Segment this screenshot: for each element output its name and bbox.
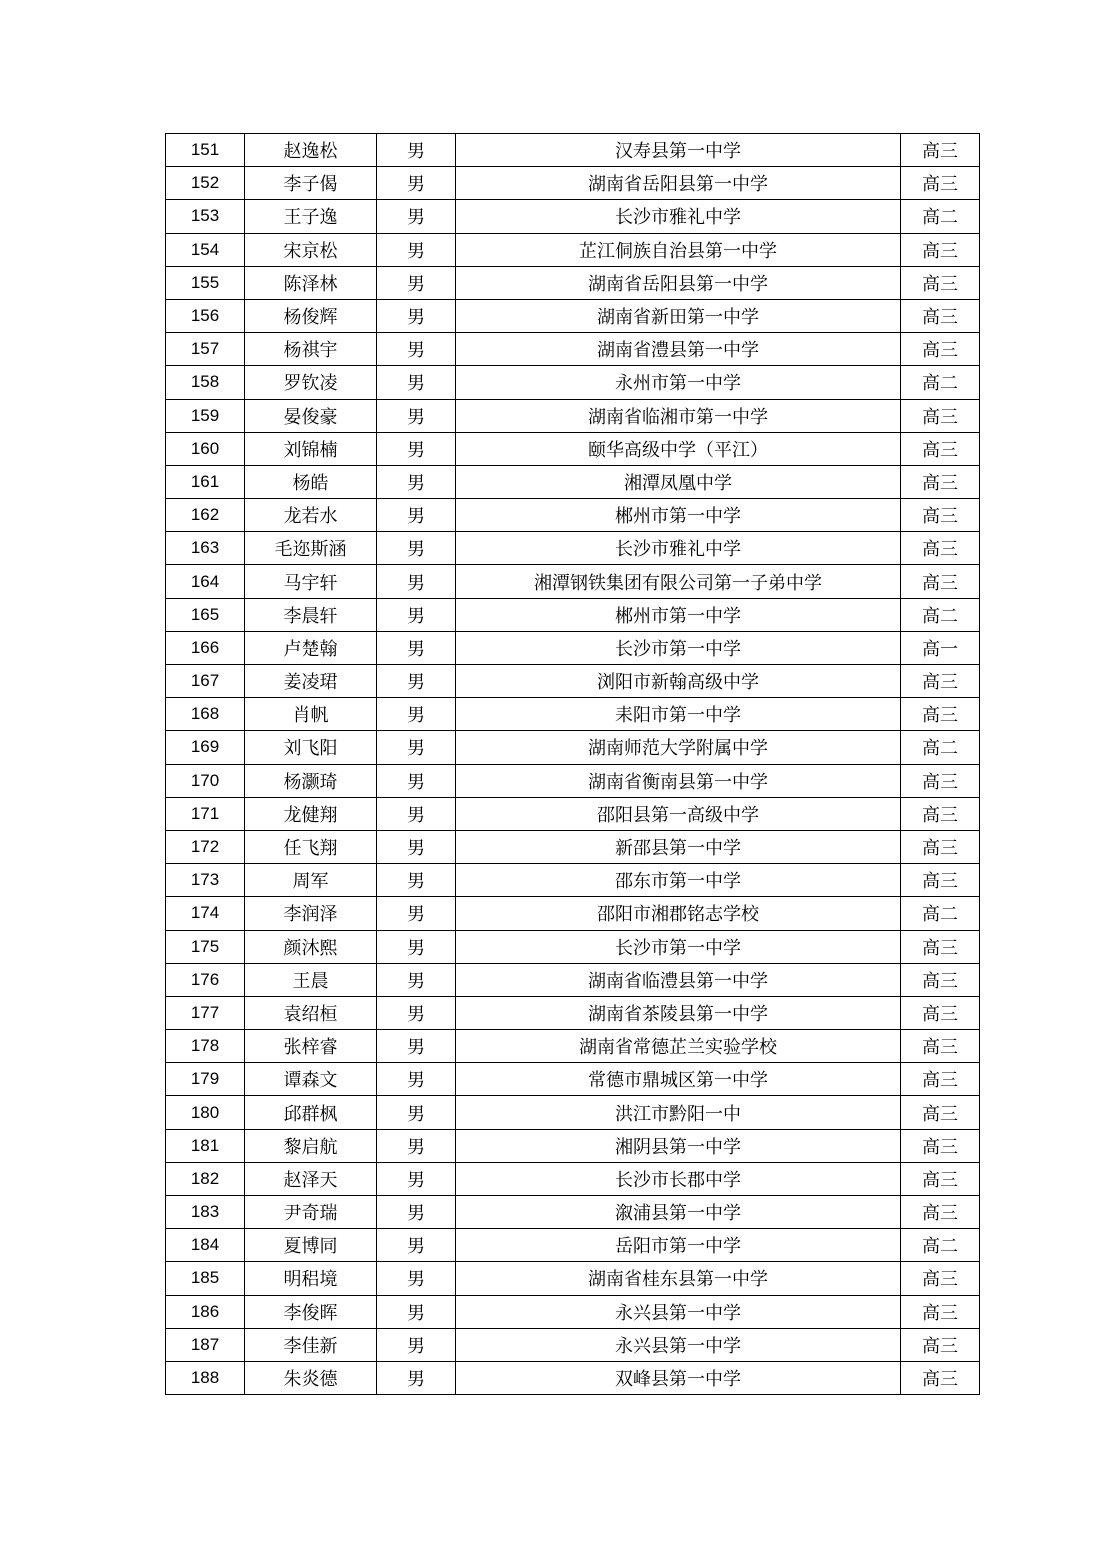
grade-cell: 高三 (901, 930, 980, 963)
row-number-cell: 181 (166, 1129, 245, 1162)
student-name-cell: 尹奇瑞 (245, 1196, 377, 1229)
table-row (166, 963, 980, 996)
row-number-cell: 173 (166, 864, 245, 897)
gender-cell: 男 (377, 1162, 456, 1195)
grade-cell: 高三 (901, 333, 980, 366)
student-name-cell: 杨皓 (245, 465, 377, 498)
grade-cell: 高三 (901, 1295, 980, 1328)
gender-cell: 男 (377, 1229, 456, 1262)
school-cell: 双峰县第一中学 (456, 1361, 901, 1394)
row-number-cell: 165 (166, 598, 245, 631)
grade-cell: 高三 (901, 963, 980, 996)
grade-cell: 高三 (901, 864, 980, 897)
school-cell: 邵阳市湘郡铭志学校 (456, 897, 901, 930)
gender-cell: 男 (377, 1361, 456, 1394)
grade-cell: 高三 (901, 996, 980, 1029)
table-row (166, 399, 980, 432)
row-number-cell: 175 (166, 930, 245, 963)
student-name-cell: 黎启航 (245, 1129, 377, 1162)
school-cell: 湖南师范大学附属中学 (456, 731, 901, 764)
school-cell: 湖南省岳阳县第一中学 (456, 266, 901, 299)
student-name-cell: 龙健翔 (245, 797, 377, 830)
table-row (166, 631, 980, 664)
gender-cell: 男 (377, 167, 456, 200)
gender-cell: 男 (377, 598, 456, 631)
grade-cell: 高三 (901, 1196, 980, 1229)
school-cell: 长沙市第一中学 (456, 631, 901, 664)
table-row (166, 864, 980, 897)
table-row (166, 565, 980, 598)
table-row (166, 1295, 980, 1328)
student-name-cell: 陈泽林 (245, 266, 377, 299)
grade-cell: 高三 (901, 1361, 980, 1394)
row-number-cell: 157 (166, 333, 245, 366)
school-cell: 汉寿县第一中学 (456, 134, 901, 167)
school-cell: 长沙市雅礼中学 (456, 532, 901, 565)
grade-cell: 高二 (901, 1229, 980, 1262)
student-name-cell: 夏博同 (245, 1229, 377, 1262)
gender-cell: 男 (377, 465, 456, 498)
table-row (166, 1361, 980, 1394)
gender-cell: 男 (377, 134, 456, 167)
row-number-cell: 176 (166, 963, 245, 996)
row-number-cell: 179 (166, 1063, 245, 1096)
grade-cell: 高三 (901, 266, 980, 299)
student-name-cell: 赵逸松 (245, 134, 377, 167)
gender-cell: 男 (377, 731, 456, 764)
table-row (166, 1262, 980, 1295)
gender-cell: 男 (377, 764, 456, 797)
grade-cell: 高一 (901, 631, 980, 664)
student-name-cell: 王晨 (245, 963, 377, 996)
school-cell: 永兴县第一中学 (456, 1295, 901, 1328)
grade-cell: 高三 (901, 797, 980, 830)
school-cell: 湖南省澧县第一中学 (456, 333, 901, 366)
student-name-cell: 刘飞阳 (245, 731, 377, 764)
school-cell: 郴州市第一中学 (456, 499, 901, 532)
row-number-cell: 169 (166, 731, 245, 764)
student-name-cell: 杨俊辉 (245, 299, 377, 332)
grade-cell: 高三 (901, 167, 980, 200)
row-number-cell: 168 (166, 698, 245, 731)
school-cell: 湘潭凤凰中学 (456, 465, 901, 498)
student-name-cell: 明稆境 (245, 1262, 377, 1295)
gender-cell: 男 (377, 1262, 456, 1295)
row-number-cell: 161 (166, 465, 245, 498)
table-row (166, 1162, 980, 1195)
school-cell: 邵东市第一中学 (456, 864, 901, 897)
school-cell: 新邵县第一中学 (456, 830, 901, 863)
row-number-cell: 177 (166, 996, 245, 1029)
grade-cell: 高三 (901, 665, 980, 698)
table-row (166, 731, 980, 764)
table-row (166, 665, 980, 698)
grade-cell: 高三 (901, 465, 980, 498)
student-name-cell: 谭森文 (245, 1063, 377, 1096)
table-row (166, 266, 980, 299)
student-name-cell: 晏俊豪 (245, 399, 377, 432)
table-row (166, 200, 980, 233)
grade-cell: 高三 (901, 532, 980, 565)
student-name-cell: 马宇轩 (245, 565, 377, 598)
student-name-cell: 刘锦楠 (245, 432, 377, 465)
table-row (166, 432, 980, 465)
gender-cell: 男 (377, 299, 456, 332)
student-name-cell: 周军 (245, 864, 377, 897)
gender-cell: 男 (377, 1295, 456, 1328)
row-number-cell: 164 (166, 565, 245, 598)
school-cell: 颐华高级中学（平江） (456, 432, 901, 465)
student-name-cell: 杨灏琦 (245, 764, 377, 797)
table-row (166, 1063, 980, 1096)
gender-cell: 男 (377, 897, 456, 930)
school-cell: 湘阴县第一中学 (456, 1129, 901, 1162)
grade-cell: 高二 (901, 366, 980, 399)
school-cell: 永州市第一中学 (456, 366, 901, 399)
row-number-cell: 162 (166, 499, 245, 532)
school-cell: 洪江市黔阳一中 (456, 1096, 901, 1129)
grade-cell: 高二 (901, 731, 980, 764)
gender-cell: 男 (377, 1129, 456, 1162)
grade-cell: 高二 (901, 598, 980, 631)
student-name-cell: 杨祺宇 (245, 333, 377, 366)
school-cell: 常德市鼎城区第一中学 (456, 1063, 901, 1096)
row-number-cell: 159 (166, 399, 245, 432)
student-name-cell: 李晨轩 (245, 598, 377, 631)
gender-cell: 男 (377, 1063, 456, 1096)
table-row (166, 797, 980, 830)
school-cell: 湖南省桂东县第一中学 (456, 1262, 901, 1295)
table-row (166, 897, 980, 930)
row-number-cell: 152 (166, 167, 245, 200)
row-number-cell: 180 (166, 1096, 245, 1129)
table-row (166, 333, 980, 366)
student-name-cell: 李佳新 (245, 1328, 377, 1361)
row-number-cell: 158 (166, 366, 245, 399)
grade-cell: 高三 (901, 134, 980, 167)
gender-cell: 男 (377, 930, 456, 963)
school-cell: 郴州市第一中学 (456, 598, 901, 631)
student-name-cell: 张梓睿 (245, 1030, 377, 1063)
school-cell: 长沙市第一中学 (456, 930, 901, 963)
grade-cell: 高三 (901, 299, 980, 332)
grade-cell: 高三 (901, 1262, 980, 1295)
row-number-cell: 186 (166, 1295, 245, 1328)
school-cell: 湖南省衡南县第一中学 (456, 764, 901, 797)
student-name-cell: 肖帆 (245, 698, 377, 731)
table-row (166, 233, 980, 266)
table-row (166, 598, 980, 631)
row-number-cell: 171 (166, 797, 245, 830)
student-name-cell: 宋京松 (245, 233, 377, 266)
gender-cell: 男 (377, 1328, 456, 1361)
row-number-cell: 151 (166, 134, 245, 167)
gender-cell: 男 (377, 864, 456, 897)
student-name-cell: 姜凌珺 (245, 665, 377, 698)
row-number-cell: 184 (166, 1229, 245, 1262)
gender-cell: 男 (377, 366, 456, 399)
school-cell: 长沙市长郡中学 (456, 1162, 901, 1195)
school-cell: 耒阳市第一中学 (456, 698, 901, 731)
grade-cell: 高三 (901, 233, 980, 266)
school-cell: 芷江侗族自治县第一中学 (456, 233, 901, 266)
table-row (166, 366, 980, 399)
row-number-cell: 183 (166, 1196, 245, 1229)
table-row (166, 465, 980, 498)
grade-cell: 高三 (901, 432, 980, 465)
gender-cell: 男 (377, 200, 456, 233)
student-name-cell: 朱炎德 (245, 1361, 377, 1394)
gender-cell: 男 (377, 532, 456, 565)
row-number-cell: 170 (166, 764, 245, 797)
row-number-cell: 160 (166, 432, 245, 465)
gender-cell: 男 (377, 1030, 456, 1063)
table-row (166, 299, 980, 332)
gender-cell: 男 (377, 1196, 456, 1229)
table-row (166, 1030, 980, 1063)
student-name-cell: 赵泽天 (245, 1162, 377, 1195)
gender-cell: 男 (377, 333, 456, 366)
table-row (166, 1196, 980, 1229)
table-row (166, 1328, 980, 1361)
school-cell: 湖南省常德芷兰实验学校 (456, 1030, 901, 1063)
grade-cell: 高三 (901, 399, 980, 432)
grade-cell: 高三 (901, 1328, 980, 1361)
student-name-cell: 罗钦凌 (245, 366, 377, 399)
row-number-cell: 188 (166, 1361, 245, 1394)
grade-cell: 高三 (901, 499, 980, 532)
row-number-cell: 153 (166, 200, 245, 233)
gender-cell: 男 (377, 266, 456, 299)
row-number-cell: 182 (166, 1162, 245, 1195)
student-name-cell: 颜沐熙 (245, 930, 377, 963)
student-roster-table (165, 133, 980, 1395)
row-number-cell: 174 (166, 897, 245, 930)
table-row (166, 1229, 980, 1262)
school-cell: 湖南省新田第一中学 (456, 299, 901, 332)
row-number-cell: 167 (166, 665, 245, 698)
row-number-cell: 154 (166, 233, 245, 266)
row-number-cell: 185 (166, 1262, 245, 1295)
grade-cell: 高三 (901, 565, 980, 598)
gender-cell: 男 (377, 631, 456, 664)
gender-cell: 男 (377, 996, 456, 1029)
grade-cell: 高二 (901, 897, 980, 930)
grade-cell: 高三 (901, 1096, 980, 1129)
student-name-cell: 袁绍桓 (245, 996, 377, 1029)
table-row (166, 532, 980, 565)
row-number-cell: 155 (166, 266, 245, 299)
table-row (166, 1129, 980, 1162)
school-cell: 浏阳市新翰高级中学 (456, 665, 901, 698)
school-cell: 湘潭钢铁集团有限公司第一子弟中学 (456, 565, 901, 598)
table-row (166, 1096, 980, 1129)
school-cell: 湖南省岳阳县第一中学 (456, 167, 901, 200)
table-row (166, 698, 980, 731)
roster-table-body (166, 134, 980, 1395)
table-row (166, 996, 980, 1029)
gender-cell: 男 (377, 698, 456, 731)
gender-cell: 男 (377, 499, 456, 532)
row-number-cell: 178 (166, 1030, 245, 1063)
student-name-cell: 王子逸 (245, 200, 377, 233)
table-row (166, 830, 980, 863)
gender-cell: 男 (377, 565, 456, 598)
grade-cell: 高二 (901, 200, 980, 233)
school-cell: 湖南省茶陵县第一中学 (456, 996, 901, 1029)
row-number-cell: 187 (166, 1328, 245, 1361)
grade-cell: 高三 (901, 698, 980, 731)
gender-cell: 男 (377, 665, 456, 698)
gender-cell: 男 (377, 797, 456, 830)
student-name-cell: 龙若水 (245, 499, 377, 532)
school-cell: 溆浦县第一中学 (456, 1196, 901, 1229)
table-row (166, 764, 980, 797)
student-name-cell: 卢楚翰 (245, 631, 377, 664)
grade-cell: 高三 (901, 1162, 980, 1195)
grade-cell: 高三 (901, 764, 980, 797)
row-number-cell: 166 (166, 631, 245, 664)
school-cell: 长沙市雅礼中学 (456, 200, 901, 233)
row-number-cell: 156 (166, 299, 245, 332)
gender-cell: 男 (377, 1096, 456, 1129)
student-name-cell: 李俊晖 (245, 1295, 377, 1328)
gender-cell: 男 (377, 432, 456, 465)
grade-cell: 高三 (901, 1129, 980, 1162)
table-row (166, 499, 980, 532)
student-name-cell: 任飞翔 (245, 830, 377, 863)
school-cell: 岳阳市第一中学 (456, 1229, 901, 1262)
school-cell: 永兴县第一中学 (456, 1328, 901, 1361)
gender-cell: 男 (377, 963, 456, 996)
student-name-cell: 李子偈 (245, 167, 377, 200)
row-number-cell: 163 (166, 532, 245, 565)
student-name-cell: 邱群枫 (245, 1096, 377, 1129)
gender-cell: 男 (377, 399, 456, 432)
student-name-cell: 毛迩斯涵 (245, 532, 377, 565)
school-cell: 邵阳县第一高级中学 (456, 797, 901, 830)
gender-cell: 男 (377, 830, 456, 863)
table-row (166, 134, 980, 167)
row-number-cell: 172 (166, 830, 245, 863)
school-cell: 湖南省临澧县第一中学 (456, 963, 901, 996)
grade-cell: 高三 (901, 1063, 980, 1096)
grade-cell: 高三 (901, 1030, 980, 1063)
gender-cell: 男 (377, 233, 456, 266)
school-cell: 湖南省临湘市第一中学 (456, 399, 901, 432)
grade-cell: 高三 (901, 830, 980, 863)
table-row (166, 167, 980, 200)
student-name-cell: 李润泽 (245, 897, 377, 930)
table-row (166, 930, 980, 963)
